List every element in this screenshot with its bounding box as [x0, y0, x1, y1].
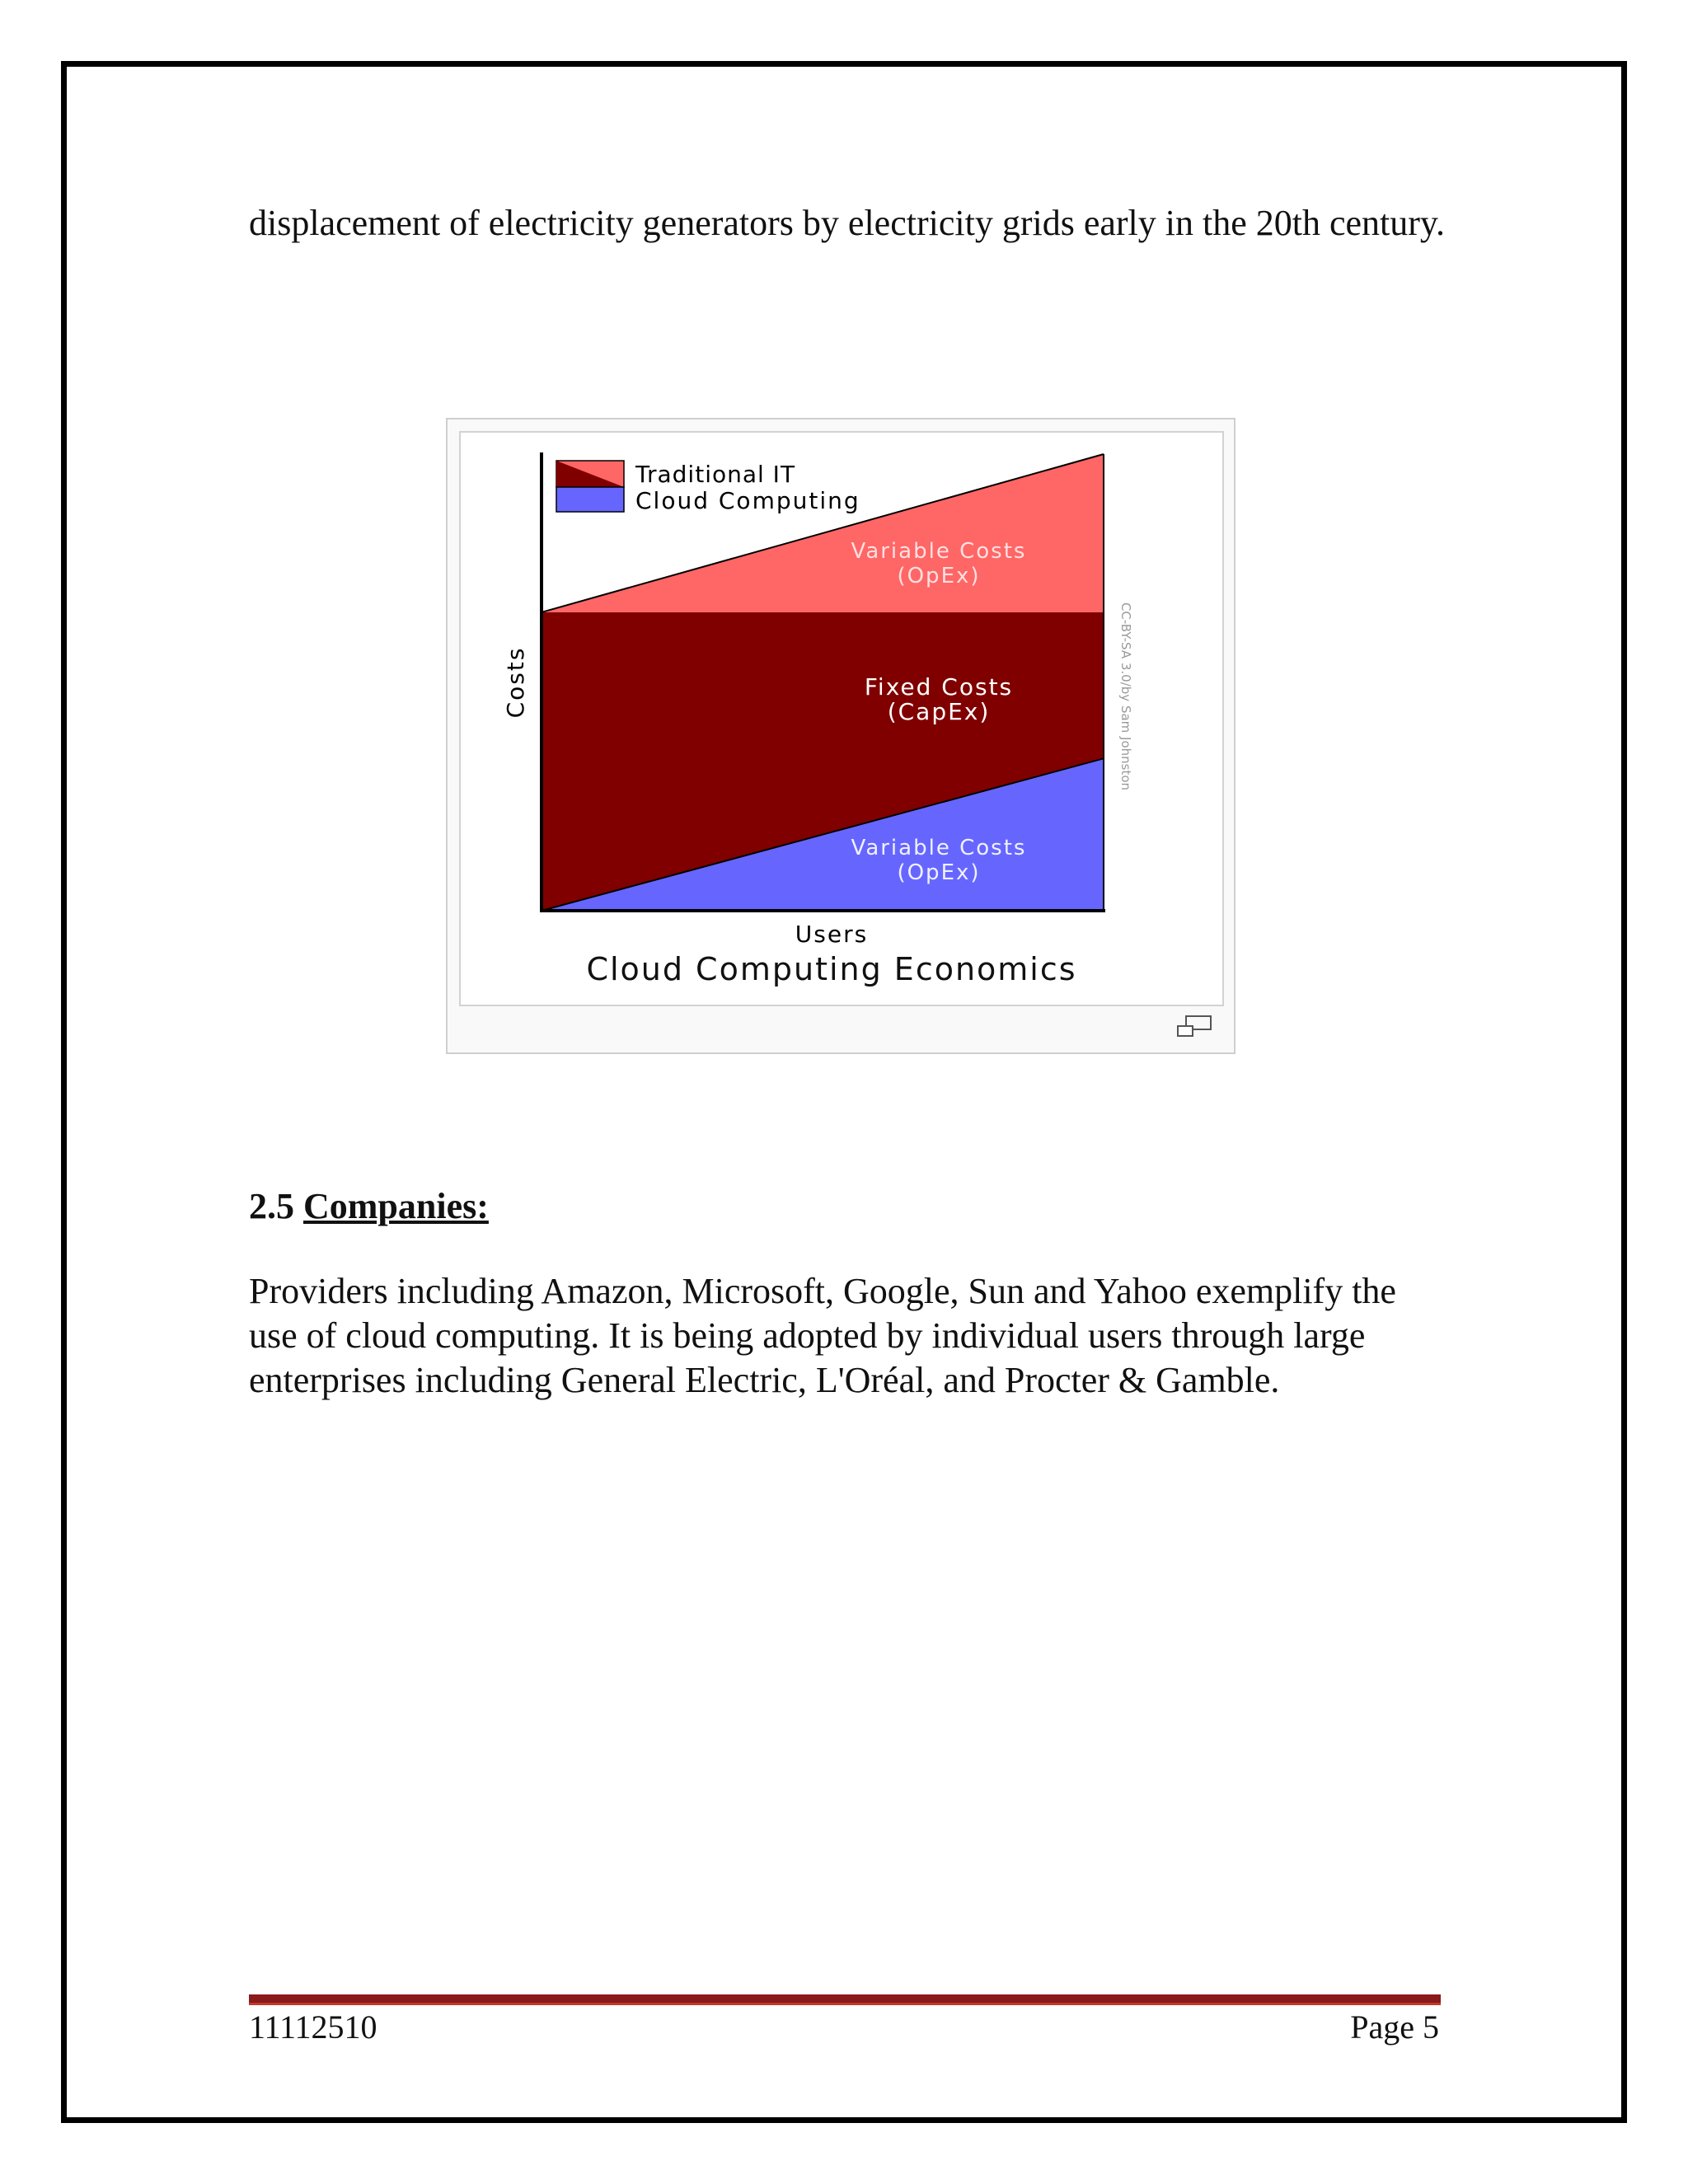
chart-container	[459, 431, 1224, 1006]
y-axis-label: Costs	[502, 646, 529, 719]
cloud-economics-chart	[461, 433, 1222, 1005]
footer-page-number: Page 5	[1350, 2008, 1439, 2046]
footer-rule	[249, 1994, 1441, 2005]
annotation-fixed-line2: (CapEx)	[887, 698, 991, 725]
legend-label-traditional: Traditional IT	[635, 461, 796, 488]
legend-swatch-cloud	[556, 487, 624, 512]
magnify-icon[interactable]	[1175, 1013, 1214, 1039]
page-border	[61, 61, 1627, 2123]
chart-title: Cloud Computing Economics	[586, 951, 1077, 987]
annotation-traditional-variable-line2: (OpEx)	[897, 564, 981, 588]
x-axis-label: Users	[795, 921, 869, 948]
section-title: Companies:	[303, 1186, 489, 1226]
annotation-traditional-variable-line1: Variable Costs	[851, 539, 1027, 564]
chart-credit: CC-BY-SA 3.0/by Sam Johnston	[1118, 602, 1133, 791]
footer-document-id: 11112510	[249, 2008, 377, 2046]
annotation-cloud-variable-line2: (OpEx)	[897, 860, 981, 885]
figure-frame	[446, 418, 1236, 1054]
companies-paragraph: Providers including Amazon, Microsoft, Google, Sun and Yahoo exemplify the use of cloud computing. It is being adopted by individual users through large enterprises including General Electric, L'Oréal, and Procter & Gamble.	[249, 1271, 1396, 1400]
section-number: 2.5	[249, 1186, 294, 1226]
legend-label-cloud: Cloud Computing	[635, 487, 860, 514]
intro-paragraph: displacement of electricity generators by electricity grids early in the 20th century.	[249, 203, 1446, 243]
annotation-cloud-variable-line1: Variable Costs	[851, 836, 1027, 860]
annotation-fixed-line1: Fixed Costs	[864, 673, 1014, 701]
section-heading	[249, 1185, 489, 1227]
